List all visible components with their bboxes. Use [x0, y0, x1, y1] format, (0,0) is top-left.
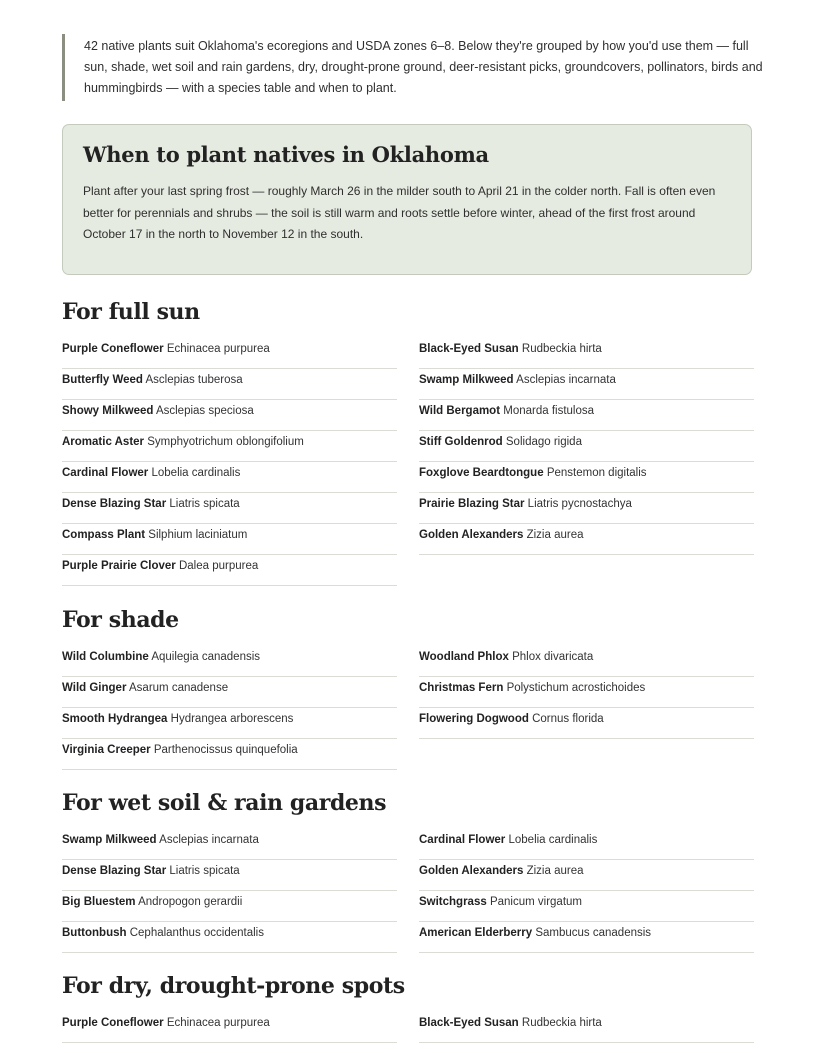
plant-latin-name: Silphium laciniatum	[148, 529, 248, 541]
plant-item	[419, 891, 754, 922]
plant-common-name: Golden Alexanders	[419, 529, 524, 541]
plant-common-name: Foxglove Beardtongue	[419, 467, 544, 479]
plant-item	[62, 922, 397, 953]
plant-item	[62, 338, 397, 369]
plant-latin-name: Cephalanthus occidentalis	[129, 927, 264, 939]
section-shade	[62, 606, 754, 770]
plant-common-name: Golden Alexanders	[419, 865, 524, 877]
plant-item	[62, 462, 397, 493]
plant-latin-name: Hydrangea arborescens	[170, 713, 294, 725]
intro-blockquote	[62, 34, 766, 101]
plant-common-name: Dense Blazing Star	[62, 498, 167, 510]
plant-item	[419, 677, 754, 708]
plant-list	[62, 338, 754, 586]
plant-common-name: Stiff Goldenrod	[419, 436, 503, 448]
section-title: For wet soil & rain gardens	[62, 790, 387, 816]
plant-item	[419, 922, 754, 953]
plant-common-name: Cardinal Flower	[419, 834, 506, 846]
plant-latin-name: Dalea purpurea	[178, 560, 259, 572]
plant-item	[62, 1012, 397, 1043]
plant-common-name: Switchgrass	[419, 896, 487, 908]
plant-common-name: Dense Blazing Star	[62, 865, 167, 877]
section-title: For full sun	[62, 299, 200, 325]
plant-latin-name: Monarda fistulosa	[503, 405, 595, 417]
plant-item	[62, 829, 397, 860]
plant-common-name: Swamp Milkweed	[62, 834, 157, 846]
plant-latin-name: Asclepias incarnata	[159, 834, 259, 846]
plant-item	[62, 493, 397, 524]
plant-latin-name: Lobelia cardinalis	[508, 834, 598, 846]
planting-time-callout	[62, 124, 752, 275]
plant-item	[62, 524, 397, 555]
plant-item	[62, 860, 397, 891]
plant-latin-name: Asclepias tuberosa	[145, 374, 243, 386]
plant-common-name: Purple Coneflower	[62, 1017, 164, 1029]
intro-text: 42 native plants suit Oklahoma's ecoregions and USDA zones 6–8. Below they're grouped by how you'd use them — full sun, shade, wet soil and rain gardens, dry, drought-prone ground, deer-resistant picks, groundcovers, pollinators, birds and hummingbirds — with a species table and when to plant.	[84, 39, 763, 95]
plant-item	[419, 400, 754, 431]
plant-latin-name: Lobelia cardinalis	[151, 467, 241, 479]
plant-latin-name: Rudbeckia hirta	[521, 343, 602, 355]
plant-item	[62, 431, 397, 462]
plant-latin-name: Asclepias speciosa	[155, 405, 254, 417]
plant-common-name: Virginia Creeper	[62, 744, 151, 756]
plant-latin-name: Symphyotrichum oblongifolium	[147, 436, 304, 448]
callout-body: Plant after your last spring frost — roughly March 26 in the milder south to April 21 in the colder north. Fall is often even better for perennials and shrubs — the soil is still warm and roots settle before winter, ahead of the first frost around October 17 in the north to November 12 in the south.	[83, 184, 716, 241]
plant-latin-name: Panicum virgatum	[489, 896, 582, 908]
plant-list	[62, 646, 754, 770]
section-title: For dry, drought-prone spots	[62, 973, 405, 999]
plant-item	[62, 369, 397, 400]
plant-item	[419, 338, 754, 369]
plant-latin-name: Phlox divaricata	[512, 651, 594, 663]
plant-item	[419, 493, 754, 524]
plant-common-name: Purple Coneflower	[62, 343, 164, 355]
plant-latin-name: Sambucus canadensis	[535, 927, 652, 939]
section-wet-soil	[62, 789, 754, 953]
plant-common-name: Wild Columbine	[62, 651, 149, 663]
plant-item	[62, 708, 397, 739]
plant-item	[419, 829, 754, 860]
plant-latin-name: Zizia aurea	[526, 529, 584, 541]
plant-latin-name: Asarum canadense	[129, 682, 229, 694]
plant-item	[62, 400, 397, 431]
plant-common-name: Buttonbush	[62, 927, 127, 939]
plant-common-name: Butterfly Weed	[62, 374, 143, 386]
plant-latin-name: Penstemon digitalis	[546, 467, 647, 479]
plant-common-name: American Elderberry	[419, 927, 533, 939]
plant-common-name: Christmas Fern	[419, 682, 504, 694]
plant-latin-name: Andropogon gerardii	[138, 896, 243, 908]
plant-latin-name: Zizia aurea	[526, 865, 584, 877]
plant-common-name: Purple Prairie Clover	[62, 560, 176, 572]
plant-item	[419, 462, 754, 493]
plant-item	[62, 677, 397, 708]
plant-common-name: Woodland Phlox	[419, 651, 509, 663]
section-title: For shade	[62, 607, 179, 633]
plant-latin-name: Aquilegia canadensis	[151, 651, 261, 663]
plant-list	[62, 1012, 754, 1043]
plant-latin-name: Echinacea purpurea	[166, 343, 270, 355]
plant-common-name: Big Bluestem	[62, 896, 136, 908]
plant-item	[62, 555, 397, 586]
plant-item	[62, 891, 397, 922]
plant-item	[419, 1012, 754, 1043]
plant-latin-name: Echinacea purpurea	[166, 1017, 270, 1029]
plant-item	[419, 369, 754, 400]
plant-common-name: Prairie Blazing Star	[419, 498, 525, 510]
callout-title: When to plant natives in Oklahoma	[83, 142, 489, 167]
plant-latin-name: Liatris pycnostachya	[527, 498, 632, 510]
plant-item	[62, 739, 397, 770]
plant-item	[419, 860, 754, 891]
plant-latin-name: Asclepias incarnata	[516, 374, 616, 386]
plant-common-name: Cardinal Flower	[62, 467, 149, 479]
plant-item	[419, 524, 754, 555]
plant-common-name: Smooth Hydrangea	[62, 713, 168, 725]
plant-common-name: Wild Bergamot	[419, 405, 501, 417]
plant-latin-name: Liatris spicata	[169, 498, 240, 510]
section-dry-spots	[62, 972, 754, 1043]
plant-common-name: Swamp Milkweed	[419, 374, 514, 386]
plant-latin-name: Solidago rigida	[505, 436, 582, 448]
plant-item	[419, 708, 754, 739]
plant-common-name: Flowering Dogwood	[419, 713, 529, 725]
plant-common-name: Black-Eyed Susan	[419, 1017, 519, 1029]
plant-latin-name: Rudbeckia hirta	[521, 1017, 602, 1029]
plant-latin-name: Polystichum acrostichoides	[506, 682, 646, 694]
plant-common-name: Showy Milkweed	[62, 405, 154, 417]
plant-common-name: Black-Eyed Susan	[419, 343, 519, 355]
plant-common-name: Compass Plant	[62, 529, 146, 541]
plant-item	[419, 431, 754, 462]
plant-common-name: Wild Ginger	[62, 682, 127, 694]
plant-list	[62, 829, 754, 953]
plant-latin-name: Cornus florida	[532, 713, 604, 725]
plant-latin-name: Parthenocissus quinquefolia	[153, 744, 298, 756]
plant-item	[62, 646, 397, 677]
section-full-sun	[62, 298, 754, 586]
plant-common-name: Aromatic Aster	[62, 436, 145, 448]
plant-item	[419, 646, 754, 677]
plant-latin-name: Liatris spicata	[169, 865, 240, 877]
